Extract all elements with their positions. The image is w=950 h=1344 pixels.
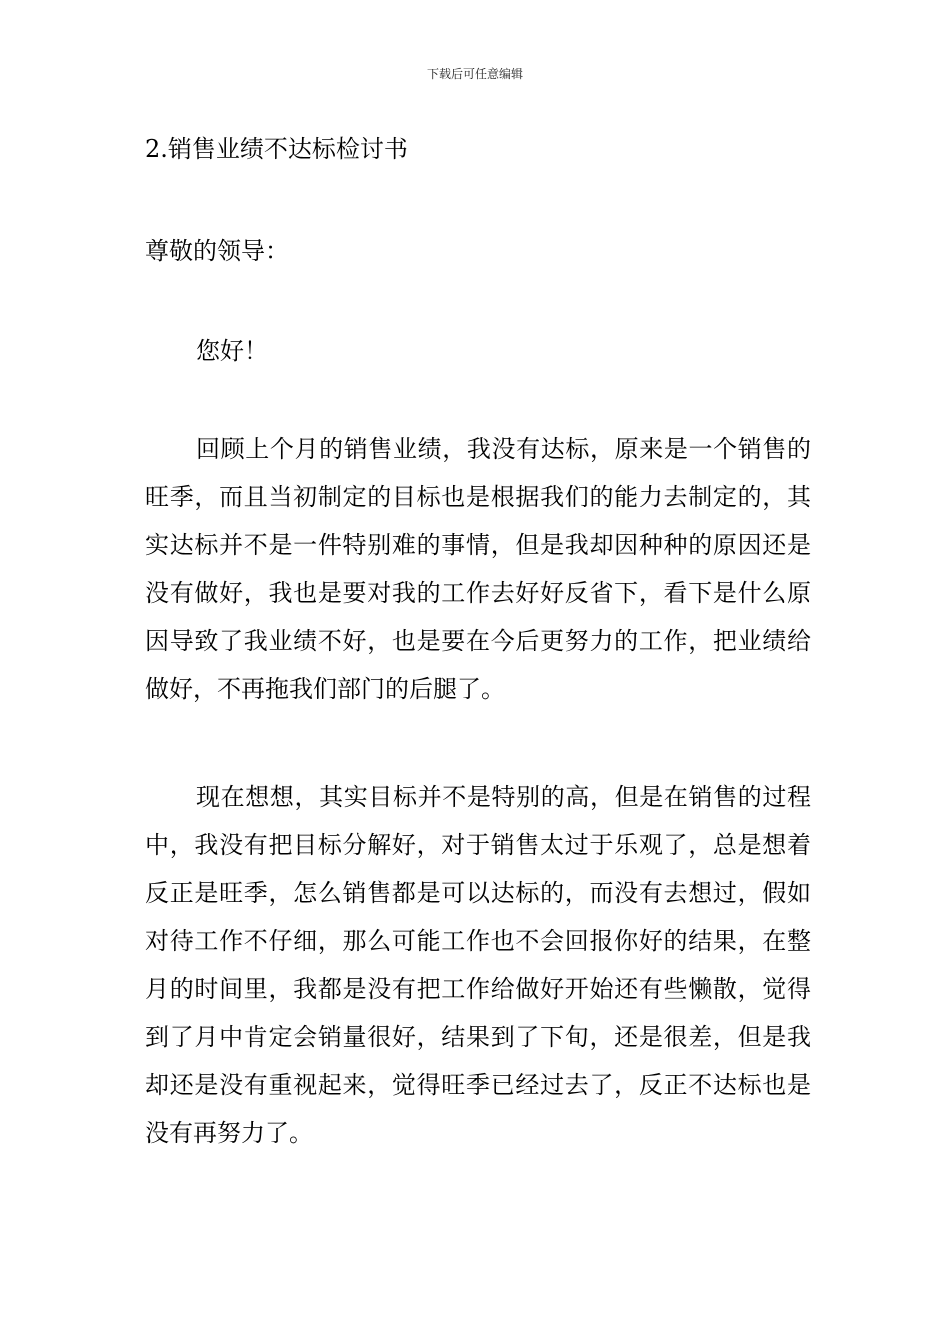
body-paragraph-1: 回顾上个月的销售业绩，我没有达标，原来是一个销售的旺季，而且当初制定的目标也是根据我们的能力去制定的，其实达标并不是一件特别难的事情，但是我却因种种的原因还是没有做好，我也是要对我的工作去好好反省下，看下是什么原因导致了我业绩不好，也是要在今后更努力的工作，把业绩给做好，不再拖我们部门的后腿了。: [145, 435, 811, 703]
greeting: 您好！: [196, 337, 268, 365]
salutation: 尊敬的领导：: [145, 237, 289, 265]
body-paragraph-2: 现在想想，其实目标并不是特别的高，但是在销售的过程中，我没有把目标分解好，对于销售太过于乐观了，总是想着反正是旺季，怎么销售都是可以达标的，而没有去想过，假如对待工作不仔细，那么可能工作也不会回报你好的结果，在整月的时间里，我都是没有把工作给做好开始还有些懒散，觉得到了月中肯定会销量很好，结果到了下旬，还是很差，但是我却还是没有重视起来，觉得旺季已经过去了，反正不达标也是没有再努力了。: [145, 783, 811, 1147]
header-note: 下载后可任意编辑: [426, 67, 523, 81]
document-title: 2.销售业绩不达标检讨书: [145, 135, 408, 163]
